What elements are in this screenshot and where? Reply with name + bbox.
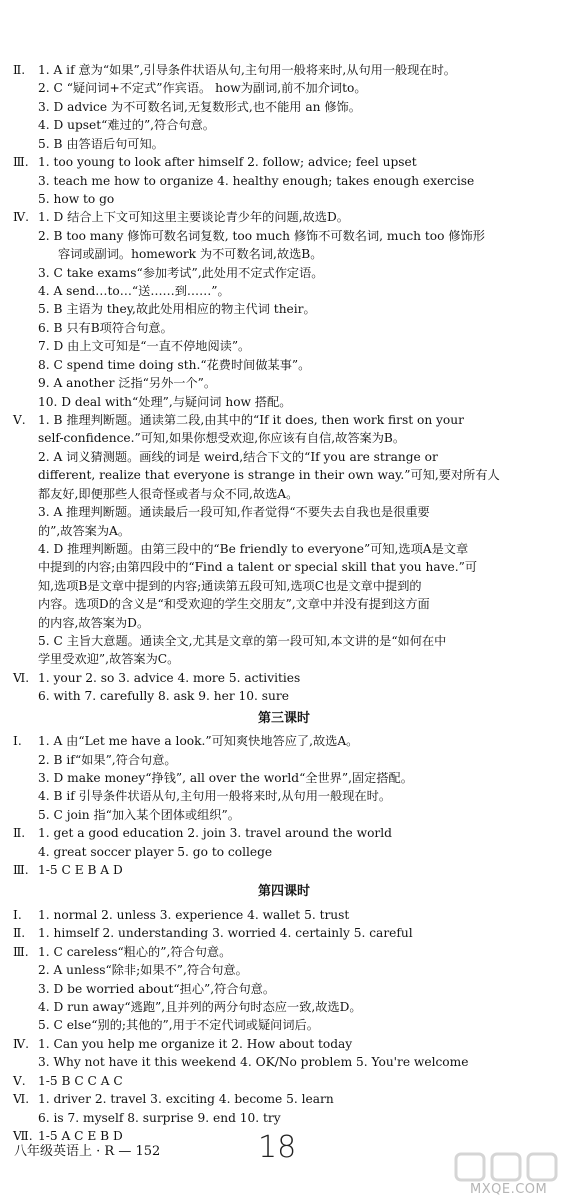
answer-text: 1. normal 2. unless 3. experience 4. wallet 5. trust — [38, 907, 350, 922]
section-numeral: Ⅳ. — [13, 210, 30, 225]
answer-text: 2. A unless“除非;如果不”,符合句意。 — [38, 963, 248, 978]
answer-line — [0, 467, 568, 484]
answer-line — [0, 357, 568, 374]
answer-line — [0, 752, 568, 769]
answer-text: 1. A if 意为“如果”,引导条件状语从句,主句用一般将来时,从句用一般现在时。 — [38, 63, 456, 77]
answer-text: 3. teach me how to organize 4. healthy enough; takes enough exercise — [38, 173, 475, 188]
answer-text: 1. too young to look after himself 2. follow; advice; feel upset — [38, 155, 417, 170]
answer-text: 9. A another 泛指“另外一个”。 — [38, 376, 217, 391]
answer-text: 2. C “疑问词+不定式”作宾语。 how为副词,前不加介词to。 — [38, 81, 367, 96]
answer-text: 4. great soccer player 5. go to college — [38, 844, 273, 859]
answer-line — [0, 209, 568, 226]
lesson-title: 第四课时 — [257, 884, 310, 900]
answer-text: 6. B 只有B项符合句意。 — [38, 320, 173, 335]
answer-text: 3. Why not have it this weekend 4. OK/No problem 5. You're welcome — [38, 1055, 469, 1070]
answer-line — [0, 844, 568, 861]
section-numeral: Ⅴ. — [13, 1073, 26, 1088]
section-numeral: Ⅶ. — [13, 1128, 33, 1143]
section-numeral: Ⅳ. — [13, 1036, 30, 1051]
answer-line — [0, 375, 568, 392]
answer-line — [0, 191, 568, 208]
answer-text: 知,选项B是文章中提到的内容;通读第五段可知,选项C也是文章中提到的 — [38, 578, 422, 593]
section-numeral: Ⅱ. — [13, 63, 26, 77]
answer-text: 1. Can you help me organize it 2. How about today — [38, 1036, 353, 1051]
answer-line — [0, 1073, 568, 1090]
answer-line — [0, 615, 568, 632]
answer-text: 1. C careless“粗心的”,符合句意。 — [38, 944, 232, 959]
answer-text: 3. C take exams“参加考试”,此处用不定式作定语。 — [38, 265, 324, 280]
section-numeral: Ⅱ. — [13, 926, 26, 941]
answer-line — [0, 733, 568, 750]
answer-line — [0, 1054, 568, 1071]
answer-text: 10. D deal with“处理”,与疑问词 how 搭配。 — [38, 394, 292, 409]
answer-line — [0, 486, 568, 503]
answer-line — [0, 862, 568, 879]
answer-text: 7. D 由上文可知是“一直不停地阅读”。 — [38, 339, 251, 354]
answer-text: 的”,故答案为A。 — [38, 523, 131, 538]
answer-text: 3. D make money“挣钱”, all over the world“全世界”,固定搭配。 — [38, 770, 413, 785]
answer-text: 1-5 C E B A D — [38, 863, 123, 878]
footer-book-label: 八年级英语上 · R — 152 — [14, 1144, 161, 1159]
answer-text: 1. get a good education 2. join 3. travel around the world — [38, 826, 392, 841]
answer-text: 中提到的内容;由第四段中的“Find a talent or special skill that you have.”可 — [38, 560, 478, 575]
answer-text: 都友好,即便那些人很奇怪或者与众不同,故选A。 — [38, 486, 299, 501]
answer-text: 3. A 推理判断题。通读最后一段可知,作者觉得“不要失去自我也是很重要 — [38, 505, 430, 520]
answer-text: 1. your 2. so 3. advice 4. more 5. activities — [38, 670, 301, 685]
answer-line — [0, 1091, 568, 1108]
answer-text: 1. A 由“Let me have a look.”可知爽快地答应了,故选A。 — [38, 734, 359, 749]
answer-line — [0, 925, 568, 942]
answer-line — [0, 807, 568, 824]
answer-line — [0, 578, 568, 595]
answer-text: self-confidence.”可知,如果你想受欢迎,你应该有自信,故答案为B。 — [38, 431, 406, 446]
answer-text: 2. B too many 修饰可数名词复数, too much 修饰不可数名词, much too 修饰形 — [38, 228, 485, 243]
answer-line — [0, 265, 568, 282]
answer-text: 6. is 7. myself 8. surprise 9. end 10. try — [38, 1110, 281, 1125]
lesson-title: 第三课时 — [257, 710, 310, 726]
answer-line — [0, 99, 568, 116]
answer-text: 内容。选项D的含义是“和受欢迎的学生交朋友”,文章中并没有提到这方面 — [38, 597, 430, 612]
watermark-text: MXQE.COM — [470, 1182, 548, 1197]
handwritten-page-number: 18 — [258, 1130, 297, 1165]
answer-line — [0, 907, 568, 924]
answer-line — [0, 651, 568, 668]
answer-line — [0, 770, 568, 787]
section-numeral: Ⅴ. — [13, 412, 26, 427]
answer-text: 5. C join 指“加入某个团体或组织”。 — [38, 807, 240, 822]
answer-text: 1. driver 2. travel 3. exciting 4. become 5. learn — [38, 1092, 334, 1107]
answer-text: 5. B 主语为 they,故此处用相应的物主代词 their。 — [38, 302, 316, 317]
answer-line — [0, 1017, 568, 1034]
answer-text: 2. A 词义猜测题。画线的词是 weird,结合下文的“If you are strange or — [38, 449, 438, 464]
answer-text: 4. B if 引导条件状语从句,主句用一般将来时,从句用一般现在时。 — [38, 789, 392, 804]
answer-line — [0, 559, 568, 576]
answer-text: 8. C spend time doing sth.“花费时间做某事”。 — [38, 357, 311, 372]
answer-line — [0, 981, 568, 998]
answer-text: 的内容,故答案为D。 — [38, 615, 150, 630]
answer-line — [0, 394, 568, 411]
answer-line — [0, 136, 568, 153]
answer-text: 1. himself 2. understanding 3. worried 4. certainly 5. careful — [38, 926, 413, 941]
section-numeral: Ⅲ. — [13, 155, 29, 170]
answer-line — [0, 596, 568, 613]
answer-text: 1-5 B C C A C — [38, 1073, 123, 1088]
answer-text: 4. D run away“逃跑”,且并列的两分句时态应一致,故选D。 — [38, 1000, 362, 1014]
answer-line — [0, 62, 568, 79]
answer-text: 5. B 由答语后句可知。 — [38, 136, 164, 151]
answer-line — [0, 412, 568, 429]
answer-line — [0, 228, 568, 245]
answer-text: 学里受欢迎”,故答案为C。 — [38, 652, 180, 667]
answer-line — [0, 962, 568, 979]
answer-line — [0, 633, 568, 650]
section-numeral: Ⅱ. — [13, 826, 26, 841]
answer-line — [0, 154, 568, 171]
answer-line — [0, 338, 568, 355]
answer-line — [0, 944, 568, 961]
answer-line — [0, 504, 568, 521]
section-numeral: Ⅲ. — [13, 863, 29, 878]
answer-text: 4. D 推理判断题。由第三段中的“Be friendly to everyone”可知,选项A是文章 — [38, 541, 469, 556]
answer-line — [0, 523, 568, 540]
section-numeral: Ⅲ. — [13, 944, 29, 959]
answer-text: 2. B if“如果”,符合句意。 — [38, 752, 177, 767]
answer-text: 4. A send…to…“送……到……”。 — [38, 284, 230, 299]
answer-line — [0, 1110, 568, 1127]
answer-line — [0, 430, 568, 447]
answer-line — [0, 999, 568, 1016]
answer-text: 3. D advice 为不可数名词,无复数形式,也不能用 an 修饰。 — [38, 99, 361, 114]
answer-text: different, realize that everyone is strange in their own way.”可知,要对所有人 — [38, 468, 500, 483]
answer-line — [0, 246, 568, 263]
section-numeral: Ⅰ. — [13, 734, 22, 749]
answer-line — [0, 449, 568, 466]
answer-line — [0, 283, 568, 300]
answer-line — [0, 320, 568, 337]
answer-text: 1-5 A C E B D — [38, 1128, 123, 1143]
section-numeral: Ⅵ. — [13, 1092, 30, 1107]
answer-text: 3. D be worried about“担心”,符合句意。 — [38, 981, 276, 996]
answer-text: 容词或副词。homework 为不可数名词,故选B。 — [58, 247, 323, 262]
answer-line — [0, 541, 568, 558]
answer-line — [0, 825, 568, 842]
answer-line — [0, 80, 568, 97]
answer-line — [0, 1036, 568, 1053]
answer-line — [0, 788, 568, 805]
answer-text: 6. with 7. carefully 8. ask 9. her 10. sure — [38, 689, 289, 704]
answer-line — [0, 301, 568, 318]
section-numeral: Ⅵ. — [13, 670, 30, 685]
answer-line — [0, 670, 568, 687]
answer-text: 5. C 主旨大意题。通读全文,尤其是文章的第一段可知,本文讲的是“如何在中 — [38, 634, 447, 649]
answer-text: 5. how to go — [38, 191, 115, 206]
answer-text: 1. D 结合上下文可知这里主要谈论青少年的问题,故选D。 — [38, 210, 349, 225]
section-numeral: Ⅰ. — [13, 907, 22, 922]
answer-text: 4. D upset“难过的”,符合句意。 — [38, 118, 215, 133]
answer-text: 5. C else“别的;其他的”,用于不定代词或疑问词后。 — [38, 1018, 319, 1033]
answer-line — [0, 688, 568, 705]
answer-line — [0, 117, 568, 134]
answer-line — [0, 173, 568, 190]
answer-text: 1. B 推理判断题。通读第二段,由其中的“If it does, then work first on your — [38, 412, 464, 427]
